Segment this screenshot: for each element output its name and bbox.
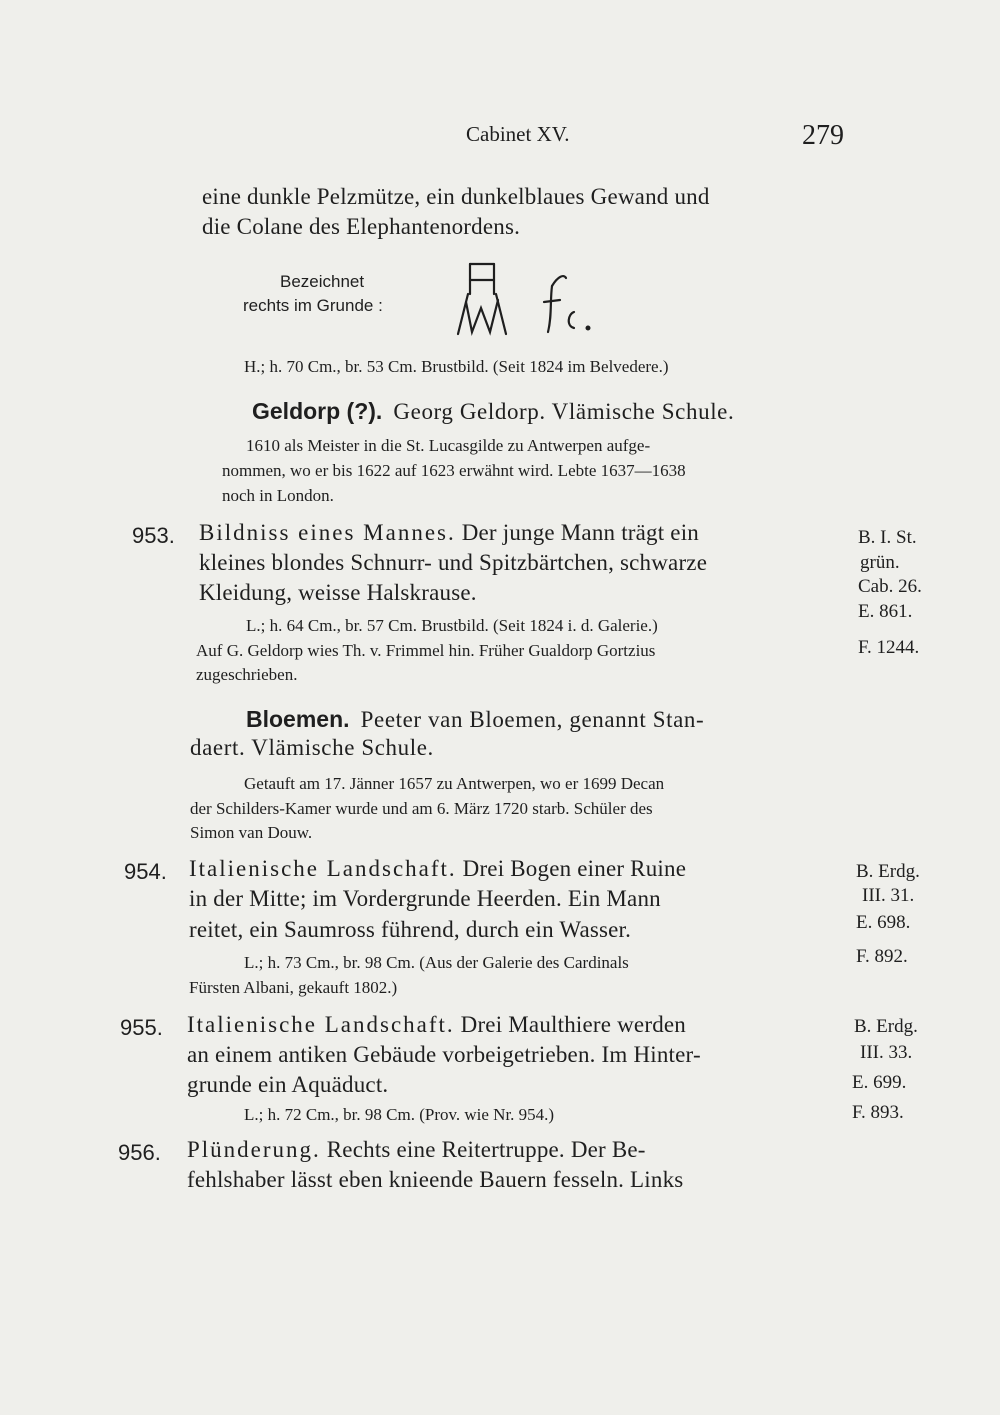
intro-measure: H.; h. 70 Cm., br. 53 Cm. Brustbild. (Seit 1824 im Belvedere.) — [244, 357, 669, 376]
entry-number: 954. — [124, 859, 167, 884]
signature-label-1: Bezeichnet — [280, 272, 365, 291]
entry-953-line-3: Kleidung, weisse Halskrause. — [199, 580, 477, 605]
entry-953-line-2: kleines blondes Schnurr- und Spitzbärtchen, schwarze — [199, 550, 708, 575]
entry-956-line-1 — [187, 1137, 646, 1163]
bloemen-bio-1: Getauft am 17. Jänner 1657 zu Antwerpen, wo er 1699 Decan — [244, 774, 665, 793]
entry-955-measure: L.; h. 72 Cm., br. 98 Cm. (Prov. wie Nr. 954.) — [244, 1105, 555, 1124]
entry-number: 955. — [120, 1015, 163, 1040]
ref-954-3: E. 698. — [856, 912, 911, 933]
entry-956-line-2: fehlshaber lässt eben knieende Bauern fesseln. Links — [187, 1167, 684, 1192]
bloemen-bio-3: Simon van Douw. — [190, 823, 313, 842]
entry-text: Drei Maulthiere werden — [460, 1012, 687, 1037]
bloemen-bio-2: der Schilders-Kamer wurde und am 6. März 1720 starb. Schüler des — [190, 799, 653, 818]
entry-number: 956. — [118, 1140, 161, 1165]
ref-954-1: B. Erdg. — [856, 861, 920, 882]
entry-953-note-2: zugeschrieben. — [196, 665, 298, 684]
entry-953-measure: L.; h. 64 Cm., br. 57 Cm. Brustbild. (Seit 1824 i. d. Galerie.) — [246, 616, 658, 635]
ref-955-3: E. 699. — [852, 1072, 907, 1093]
geldorp-bio-1: 1610 als Meister in die St. Lucasgilde zu Antwerpen aufge- — [246, 436, 651, 455]
entry-text: Der junge Mann trägt ein — [461, 520, 699, 545]
entry-number: 953. — [132, 523, 175, 548]
ref-953-4: E. 861. — [858, 601, 913, 622]
entry-title: Italienische Landschaft. — [189, 856, 457, 881]
ref-954-2: III. 31. — [862, 885, 915, 906]
ref-955-4: F. 893. — [852, 1102, 904, 1123]
entry-954-line-3: reitet, ein Saumross führend, durch ein Wasser. — [189, 917, 632, 942]
entry-text: Rechts eine Reitertruppe. Der Be- — [326, 1137, 646, 1162]
entry-text: Drei Bogen einer Ruine — [462, 856, 687, 881]
entry-title: Italienische Landschaft. — [187, 1012, 455, 1037]
entry-title: Plünderung. — [187, 1137, 321, 1162]
bloemen-full-2: daert. Vlämische Schule. — [190, 735, 434, 760]
ref-953-3: Cab. 26. — [858, 576, 922, 597]
ref-955-1: B. Erdg. — [854, 1016, 918, 1037]
page-number: 279 — [802, 120, 844, 151]
geldorp-bio-2: nommen, wo er bis 1622 auf 1623 erwähnt wird. Lebte 1637—1638 — [222, 461, 686, 480]
entry-955-line-2: an einem antiken Gebäude vorbeigetrieben. Im Hinter- — [187, 1042, 701, 1067]
entry-title: Bildniss eines Mannes. — [199, 520, 456, 545]
entry-955-line-3: grunde ein Aquäduct. — [187, 1072, 389, 1097]
ref-953-1: B. I. St. — [858, 527, 917, 548]
artist-full-name: Georg Geldorp. Vlämische Schule. — [393, 399, 735, 424]
entry-954-measure-2: Fürsten Albani, gekauft 1802.) — [189, 978, 398, 997]
intro-line-2: die Colane des Elephantenordens. — [202, 214, 521, 239]
bloemen-heading — [246, 706, 704, 733]
signature-label-2: rechts im Grunde : — [243, 296, 383, 315]
geldorp-heading — [252, 398, 734, 425]
entry-953-line-1 — [199, 520, 699, 546]
ref-953-2: grün. — [860, 552, 900, 573]
entry-954-line-1 — [189, 856, 686, 882]
intro-line-1: eine dunkle Pelzmütze, ein dunkelblaues Gewand und — [202, 184, 710, 209]
ref-954-4: F. 892. — [856, 946, 908, 967]
artist-name: Bloemen. — [246, 706, 350, 732]
running-header: Cabinet XV. — [466, 122, 570, 146]
entry-954-measure-1: L.; h. 73 Cm., br. 98 Cm. (Aus der Galerie des Cardinals — [244, 953, 629, 972]
artist-full-name: Peeter van Bloemen, genannt Stan- — [360, 707, 705, 732]
artist-name: Geldorp (?). — [252, 398, 383, 424]
ref-953-5: F. 1244. — [858, 637, 920, 658]
entry-953-note-1: Auf G. Geldorp wies Th. v. Frimmel hin. Früher Gualdorp Gortzius — [196, 641, 656, 660]
entry-955-line-1 — [187, 1012, 686, 1038]
entry-954-line-2: in der Mitte; im Vordergrunde Heerden. Ein Mann — [189, 886, 661, 911]
geldorp-bio-3: noch in London. — [222, 486, 334, 505]
monogram-signature-icon — [440, 256, 610, 346]
ref-955-2: III. 33. — [860, 1042, 913, 1063]
